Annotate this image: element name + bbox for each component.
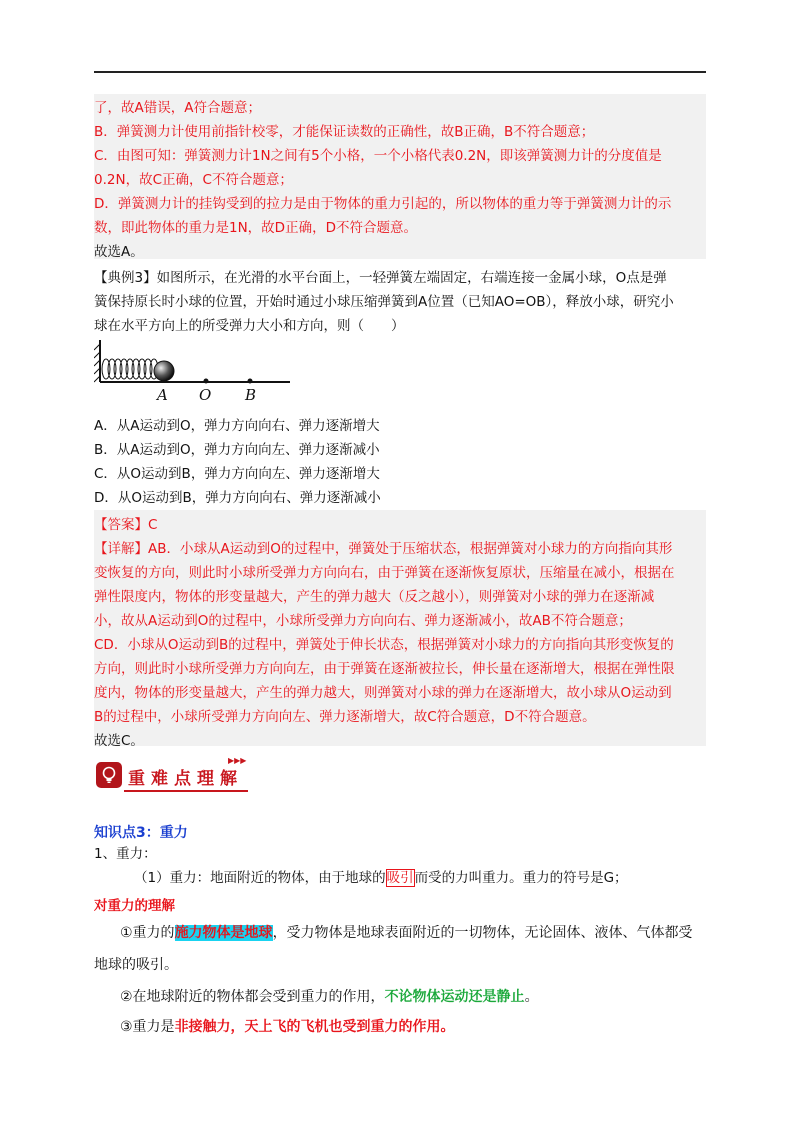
detail-line: 度内，物体的形变量越大，产生的弹力越大，则弹簧对小球的弹力在逐渐增大，故小球从O运动到 [94, 685, 672, 701]
item-1: 1、重力： [94, 846, 157, 862]
example-line-3: 球在水平方向上的所受弹力大小和方向，则（ ） [94, 318, 405, 334]
label-O: O [199, 386, 212, 404]
section-banner [96, 756, 248, 794]
solution-line: C．由图可知：弹簧测力计1N之间有5个小格，一个小格代表0.2N，即该弹簧测力计的分度值是 [94, 148, 662, 164]
banner-underline [124, 790, 248, 792]
definition-text: 而受的力叫重力。重力的符号是G； [414, 870, 628, 886]
option-a: A．从A运动到O，弹力方向向右、弹力逐渐增大 [94, 418, 380, 434]
point-1-cont: 地球的吸引。 [94, 957, 178, 973]
detail-line: 变恢复的方向，则此时小球所受弹力方向向右，由于弹簧在逐渐恢复原状，压缩量在减小，根据在 [94, 565, 675, 581]
solution-line: 了，故A错误，A符合题意； [94, 100, 261, 116]
spring-coil [102, 359, 158, 379]
solution-line: B．弹簧测力计使用前指针校零，才能保证读数的正确性，故B正确，B不符合题意； [94, 124, 595, 140]
definition-text: （1）重力：地面附近的物体，由于地球的 [134, 870, 386, 886]
spring-figure [94, 338, 294, 404]
highlight-text: 施力物体是地球 [174, 925, 273, 941]
solution-block-2 [94, 510, 706, 749]
green-text: 不论物体运动还是静止 [384, 989, 525, 1005]
solution-line: D．弹簧测力计的挂钩受到的拉力是由于物体的重力引起的，所以物体的重力等于弹簧测力计的示 [94, 196, 672, 212]
detail-line: 【详解】AB．小球从A运动到O的过程中，弹簧处于压缩状态，根据弹簧对小球力的方向指向其形 [94, 541, 673, 557]
arrows-icon: ▶▶▶ [228, 756, 247, 765]
solution-line: 数，即此物体的重力是1N，故D正确，D不符合题意。 [94, 220, 417, 236]
point-2 [120, 986, 539, 1006]
answer-line: 【答案】C [94, 517, 158, 533]
detail-line: 方向，则此时小球所受弹力方向向左，由于弹簧在逐渐被拉长，伸长量在逐渐增大，根据在弹性限 [94, 661, 675, 677]
example-line-1: 【典例3】如图所示，在光滑的水平台面上，一轻弹簧左端固定，右端连接一金属小球，O点是弹 [94, 270, 667, 286]
point-text: ③重力是 [120, 1019, 175, 1035]
detail-line: B的过程中，小球所受弹力方向向左、弹力逐渐增大，故C符合题意，D不符合题意。 [94, 709, 596, 725]
solution-line: 故选A。 [94, 244, 144, 260]
example-line-2: 簧保持原长时小球的位置，开始时通过小球压缩弹簧到A位置（已知AO=OB），释放小球，研究小 [94, 294, 674, 310]
header-rule [94, 71, 706, 73]
solution-block-1 [94, 94, 706, 259]
point-3 [120, 1016, 455, 1036]
definition-mark: 吸引 [386, 870, 414, 886]
label-B: B [245, 386, 257, 404]
detail-line: 故选C。 [94, 733, 144, 749]
option-c: C．从O运动到B，弹力方向向左、弹力逐渐增大 [94, 466, 380, 482]
option-b: B．从A运动到O，弹力方向向左、弹力逐渐减小 [94, 442, 380, 458]
understanding-heading: 对重力的理解 [94, 898, 175, 914]
point-text: ①重力的 [120, 925, 175, 941]
metal-ball [154, 361, 174, 381]
detail-line: 小，故从A运动到O的过程中，小球所受弹力方向向右、弹力逐渐减小，故AB不符合题意； [94, 613, 632, 629]
red-text: 非接触力，天上飞的飞机也受到重力的作用。 [174, 1019, 455, 1035]
section-heading: 知识点3：重力 [94, 825, 188, 841]
banner-title: 重难点理解 [128, 769, 243, 789]
label-A: A [157, 386, 168, 404]
lightbulb-icon [96, 762, 122, 788]
point-text: ②在地球附近的物体都会受到重力的作用， [120, 989, 385, 1005]
option-d: D．从O运动到B，弹力方向向右、弹力逐渐减小 [94, 490, 381, 506]
definition [134, 866, 628, 886]
detail-line: 弹性限度内，物体的形变量越大，产生的弹力越大（反之越小），则弹簧对小球的弹力在逐渐减 [94, 589, 655, 605]
solution-line: 0.2N，故C正确，C不符合题意； [94, 172, 293, 188]
point-text: ，受力物体是地球表面附近的一切物体，无论固体、液体、气体都受 [272, 925, 693, 941]
point-text: 。 [524, 989, 539, 1005]
point-1 [120, 922, 693, 942]
detail-line: CD．小球从O运动到B的过程中，弹簧处于伸长状态，根据弹簧对小球力的方向指向其形变恢复的 [94, 637, 674, 653]
